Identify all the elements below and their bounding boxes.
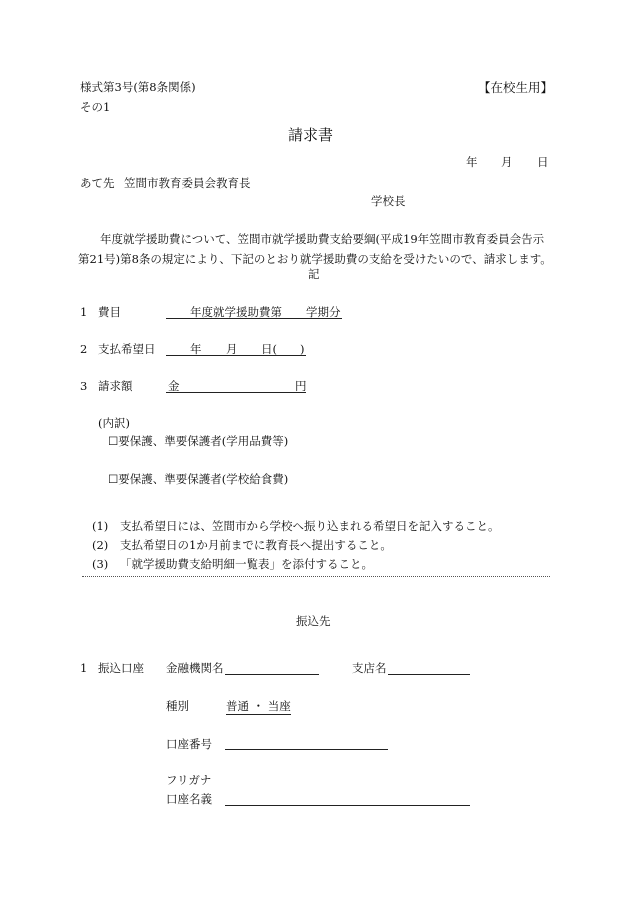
date-month-field[interactable]: 月 xyxy=(501,155,513,169)
account-name-field[interactable] xyxy=(225,805,470,806)
transfer-number: 1 xyxy=(80,661,88,675)
request-body-text: 年度就学援助費について、笠間市就学援助費支給要綱(平成19年笠間市教育委員会告示第21号)第8条の規定により、下記のとおり就学援助費の支給を受けたいので、請求します。 xyxy=(78,232,552,266)
item2-label: 支払希望日 xyxy=(98,342,156,356)
breakdown-label: (内訳) xyxy=(98,416,130,430)
account-type-options[interactable]: 普通 ・ 当座 xyxy=(226,699,291,713)
note3-text: 「就学援助費支給明細一覧表」を添付すること。 xyxy=(120,557,373,571)
addressee-label: あて先 xyxy=(80,176,115,190)
item2-number: 2 xyxy=(80,342,88,356)
account-number-field[interactable] xyxy=(225,749,388,750)
item3-suffix: 円 xyxy=(295,379,307,393)
account-type-label: 種別 xyxy=(166,699,189,713)
note3-number: (3) xyxy=(92,557,109,571)
item3-underline xyxy=(166,392,306,393)
breakdown-option-lunch[interactable]: ☐要保護、準要保護者(学校給食費) xyxy=(108,472,289,486)
bank-name-field[interactable] xyxy=(225,674,319,675)
furigana-label: フリガナ xyxy=(166,773,212,787)
breakdown-option-supplies[interactable]: ☐要保護、準要保護者(学用品費等) xyxy=(108,434,289,448)
account-number-label: 口座番号 xyxy=(166,737,212,751)
item1-part-b[interactable]: 学期分 xyxy=(306,305,341,319)
item3-prefix: 金 xyxy=(168,379,180,393)
form-number: 様式第3号(第8条関係) xyxy=(80,80,196,94)
item2-month-field[interactable]: 月 xyxy=(226,342,238,356)
form-part: その1 xyxy=(80,100,111,114)
ki-marker: 記 xyxy=(308,267,320,281)
transfer-account-label: 振込口座 xyxy=(98,661,144,675)
item3-number: 3 xyxy=(80,379,88,393)
item3-label: 請求額 xyxy=(98,379,133,393)
transfer-title: 振込先 xyxy=(296,614,331,628)
item2-day-field[interactable]: 日( xyxy=(261,342,277,356)
note1-text: 支払希望日には、笠間市から学校へ振り込まれる希望日を記入すること。 xyxy=(120,519,500,533)
bank-name-label: 金融機関名 xyxy=(166,661,224,675)
date-year-field[interactable]: 年 xyxy=(466,155,478,169)
school-principal-field[interactable]: 学校長 xyxy=(371,194,406,208)
cut-line-divider xyxy=(82,576,550,577)
note2-number: (2) xyxy=(92,538,109,552)
note2-text: 支払希望日の1か月前までに教育長へ提出すること。 xyxy=(120,538,392,552)
branch-name-field[interactable] xyxy=(388,674,470,675)
addressee-name: 笠間市教育委員会教育長 xyxy=(124,176,251,190)
form-type-badge: 【在校生用】 xyxy=(478,80,554,95)
item1-number: 1 xyxy=(80,305,88,319)
note1-number: (1) xyxy=(92,519,109,533)
branch-name-label: 支店名 xyxy=(352,661,387,675)
item1-part-a[interactable]: 年度就学援助費第 xyxy=(190,305,282,319)
item2-year-field[interactable]: 年 xyxy=(190,342,202,356)
item1-label: 費目 xyxy=(98,305,121,319)
account-name-label: 口座名義 xyxy=(166,792,212,806)
date-day-field[interactable]: 日 xyxy=(537,155,549,169)
document-title: 請求書 xyxy=(288,126,334,144)
item2-close-paren: ) xyxy=(300,342,305,356)
